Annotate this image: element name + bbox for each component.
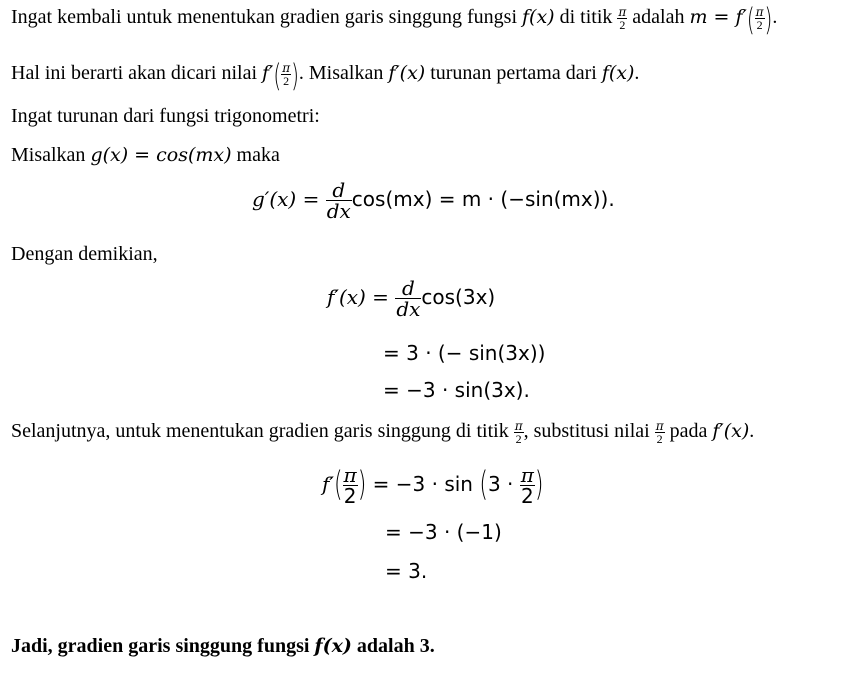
p4-text: Misalkan xyxy=(11,144,86,166)
p5-text: Dengan demikian, xyxy=(11,243,158,265)
p6-fpx: f′(x) xyxy=(712,420,750,443)
equation-3-line-2: = −3 · (−1) xyxy=(385,520,502,544)
eq1-derivative: $\frac{d}{dx}$ xyxy=(326,178,351,223)
p1-text: Ingat kembali untuk menentukan gradien garis singgung fungsi xyxy=(11,6,518,29)
p2-fpx: f′(x) xyxy=(388,62,426,85)
p1-frac: $\frac{\pi}{2}$ xyxy=(618,5,627,32)
equation-2-line-1 xyxy=(327,278,495,319)
conclusion xyxy=(11,636,435,656)
p6-text: Selanjutnya, untuk menentukan gradien garis singgung di titik xyxy=(11,420,509,443)
p1-mid: di titik xyxy=(559,6,613,29)
equation-3-line-3: = 3. xyxy=(385,559,428,583)
eq3-lhs: f′ xyxy=(322,472,334,496)
p6-mid: , substitusi nilai xyxy=(523,420,650,443)
p3-text: Ingat turunan dari fungsi trigonometri: xyxy=(11,105,320,127)
p1-after: adalah xyxy=(632,6,685,29)
conclusion-text: Jadi, gradien garis singgung fungsi xyxy=(11,635,310,657)
paragraph-3 xyxy=(11,106,320,126)
paragraph-2: Hal ini berarti akan dicari nilai f′( $\frac{\pi}{2}$ ). Misalkan f′(x) turunan pertama dari f(x). xyxy=(11,55,640,94)
paragraph-5 xyxy=(11,244,158,264)
p6-frac: $\frac{\pi}{2}$ xyxy=(514,419,523,446)
p2-fx: f(x) xyxy=(601,62,635,85)
equation-3-line-1: f′( $\frac{\pi}{2}$ ) = −3 · sin (3 · $\frac{\pi}{2}$ ) xyxy=(322,463,544,508)
eq3-three: 3 · xyxy=(487,472,514,496)
eq3-frac: $\frac{\pi}{2}$ xyxy=(343,463,357,508)
eq3-mid: = −3 · sin xyxy=(372,472,473,496)
p2-mid: . Misalkan xyxy=(298,62,384,85)
eq3-frac-2: $\frac{\pi}{2}$ xyxy=(520,463,534,508)
p1-frac-2: $\frac{\pi}{2}$ xyxy=(755,5,764,32)
eq2-lhs: f′(x) = xyxy=(327,285,389,309)
eq2-rhs: cos(3x) xyxy=(421,285,496,309)
equation-1 xyxy=(252,180,615,221)
p2-fprime: f′ xyxy=(262,62,274,85)
eq1-lhs: g′(x) = xyxy=(252,187,320,211)
conclusion-fx: f(x) xyxy=(314,635,352,657)
p6-frac-2: $\frac{\pi}{2}$ xyxy=(655,419,664,446)
paragraph-4 xyxy=(11,145,280,165)
p2-text: Hal ini berarti akan dicari nilai xyxy=(11,62,258,85)
p4-expr: g(x) = cos(mx) xyxy=(90,144,232,166)
p4-after: maka xyxy=(236,144,280,166)
paragraph-6: Selanjutnya, untuk menentukan gradien garis singgung di titik $\frac{\pi}{2}$ , substitusi nilai $\frac{\pi}{2}$ pada f′(x). xyxy=(11,419,755,446)
p2-frac: $\frac{\pi}{2}$ xyxy=(282,61,291,88)
conclusion-after: adalah 3. xyxy=(356,635,435,657)
p1-fx: f(x) xyxy=(522,6,555,29)
p1-m-eq: m = f′ xyxy=(689,6,747,29)
eq2-derivative: $\frac{d}{dx}$ xyxy=(396,276,421,321)
equation-2-line-2: = 3 · (− sin(3x)) xyxy=(383,341,546,365)
p6-after: pada xyxy=(669,420,708,443)
equation-2-line-3: = −3 · sin(3x). xyxy=(383,378,530,402)
paragraph-1: Ingat kembali untuk menentukan gradien garis singgung fungsi f(x) di titik $\frac{\pi}{2}$ adalah m = f′( $\frac{\pi}{2}$ ). xyxy=(11,0,778,38)
p2-after: turunan pertama dari xyxy=(430,62,597,85)
eq1-rhs: cos(mx) = m · (−sin(mx)). xyxy=(351,187,615,211)
